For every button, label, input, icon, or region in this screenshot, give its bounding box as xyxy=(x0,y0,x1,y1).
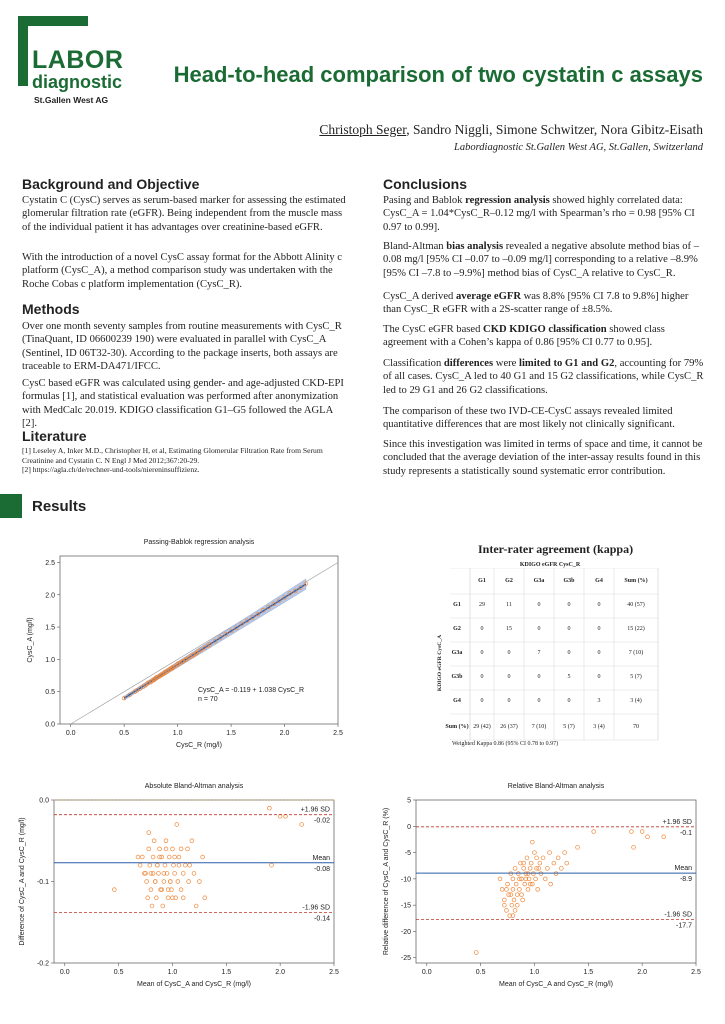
data-point xyxy=(576,845,580,849)
y-tick-label: -5 xyxy=(404,850,411,858)
kappa-cell: 3 (4) xyxy=(630,698,642,704)
data-point xyxy=(511,887,515,891)
kappa-cell: 0 xyxy=(507,698,511,704)
data-point xyxy=(164,847,168,851)
line-label: Mean xyxy=(674,865,692,873)
conclusion-5: Classification differences were limited to G1 and G2, accounting for 79% of all cases. CysC_A led to 40 G1 and 15 G2 classifications, while CysC_R led to 29 G1 and 26 G2 classifications. xyxy=(383,358,704,396)
kappa-column-label: G3a xyxy=(533,578,545,584)
data-point xyxy=(167,855,171,859)
data-point xyxy=(646,835,650,839)
kappa-column-label: G2 xyxy=(505,578,513,584)
x-tick-label: 0.5 xyxy=(475,969,486,976)
kappa-row-label: Sum (%) xyxy=(445,724,469,730)
line-value-label: -0.14 xyxy=(314,915,330,923)
data-point xyxy=(523,882,527,886)
data-point xyxy=(181,871,185,875)
chart-title: Relative Bland-Altman analysis xyxy=(507,783,605,790)
data-point xyxy=(147,831,151,835)
kappa-cell: 7 (10) xyxy=(628,650,644,656)
kappa-cell: 0 xyxy=(567,626,571,632)
data-point xyxy=(541,856,545,860)
x-tick-label: 2.5 xyxy=(691,969,701,976)
x-tick-label: 2.0 xyxy=(275,969,286,976)
kappa-cell: 0 xyxy=(537,698,541,704)
x-tick-label: 2.0 xyxy=(279,730,290,737)
data-point xyxy=(548,851,552,855)
data-point xyxy=(517,887,521,891)
data-point xyxy=(179,847,183,851)
kappa-cell: 11 xyxy=(506,602,512,608)
kappa-row-header: KDIGO eGFR CysC_A xyxy=(437,634,443,692)
data-point xyxy=(267,806,271,810)
kappa-column-label: G1 xyxy=(478,578,486,584)
data-point xyxy=(157,871,161,875)
x-tick-label: 1.0 xyxy=(167,969,178,976)
kappa-cell: 40 (57) xyxy=(627,602,645,608)
data-point xyxy=(177,855,181,859)
data-point xyxy=(534,877,538,881)
data-point xyxy=(554,872,558,876)
y-tick-label: -0.1 xyxy=(36,879,49,886)
kappa-cell: 0 xyxy=(597,650,601,656)
kappa-cell: 0 xyxy=(480,674,484,680)
data-point xyxy=(525,856,529,860)
kappa-cell: 0 xyxy=(507,674,511,680)
data-point xyxy=(173,855,177,859)
logo-text-location: St.Gallen West AG xyxy=(34,95,109,105)
kappa-cell: 29 xyxy=(479,602,485,608)
data-point xyxy=(138,863,142,867)
data-point xyxy=(166,896,170,900)
affiliation: Labordiagnostic St.Gallen West AG, St.Gallen, Switzerland xyxy=(454,142,703,153)
data-point xyxy=(563,851,567,855)
data-point xyxy=(173,871,177,875)
y-axis-label: Relative difference of CysC_A and CysC_R (%) xyxy=(383,807,390,956)
data-point xyxy=(515,893,519,897)
data-point xyxy=(629,830,633,834)
kappa-table-title: Inter-rater agreement (kappa) xyxy=(478,542,634,556)
data-point xyxy=(502,898,506,902)
data-point xyxy=(511,877,515,881)
line-value-label: -17.7 xyxy=(676,922,692,930)
kappa-cell: 5 (7) xyxy=(630,674,642,680)
data-point xyxy=(662,835,666,839)
y-axis-label: Difference of CysC_A and CysC_R (mg/l) xyxy=(19,817,26,946)
data-point xyxy=(186,847,190,851)
data-point xyxy=(522,866,526,870)
y-tick-label: -25 xyxy=(400,955,411,963)
data-point xyxy=(538,861,542,865)
data-point xyxy=(514,882,518,886)
kappa-row-label: G2 xyxy=(453,626,461,632)
data-point xyxy=(171,847,175,851)
data-point xyxy=(150,904,154,908)
data-point xyxy=(516,872,520,876)
data-point xyxy=(140,855,144,859)
data-point xyxy=(197,880,201,884)
kappa-column-label: G4 xyxy=(595,578,603,584)
conclusion-3: CysC_A derived average eGFR was 8.8% [95% CI 7.8 to 9.8%] higher than CysC_R eGFR with a 2S-scatter range of ±8.5%. xyxy=(383,291,689,316)
kappa-footnote: Weighted Kappa 0.86 (95% CI 0.78 to 0.97) xyxy=(452,741,559,747)
data-point xyxy=(512,898,516,902)
x-tick-label: 2.5 xyxy=(329,969,339,976)
y-tick-label: -15 xyxy=(400,902,411,910)
results-heading: Results xyxy=(32,498,87,515)
data-point xyxy=(506,882,510,886)
x-tick-label: 0.5 xyxy=(119,730,130,737)
data-point xyxy=(509,872,513,876)
data-point xyxy=(500,887,504,891)
x-axis-label: CysC_R (mg/l) xyxy=(176,742,222,749)
kappa-cell: 7 (10) xyxy=(531,724,547,730)
line-label: -1.96 SD xyxy=(302,904,330,912)
data-point xyxy=(543,877,547,881)
data-point xyxy=(155,863,159,867)
logo-text-diagnostic: diagnostic xyxy=(32,72,123,92)
kappa-cell: 0 xyxy=(507,650,511,656)
results-tab-marker xyxy=(0,494,22,518)
conclusion-6: The comparison of these two IVD-CE-CysC assays revealed limited quantitative differences that are most likely not clinically significant. xyxy=(383,406,675,431)
conclusion-7: Since this investigation was limited in terms of space and time, it cannot be concluded that the average deviation of the inter-assay results found in this study represents a statistically sound systematic error contribution. xyxy=(383,439,703,477)
data-point xyxy=(632,845,636,849)
x-tick-label: 2.0 xyxy=(637,969,648,976)
data-point xyxy=(158,847,162,851)
kappa-column-label: G3b xyxy=(563,578,575,584)
y-tick-label: 0 xyxy=(407,823,411,831)
passing-bablok-chart xyxy=(20,538,360,758)
y-tick-label: -20 xyxy=(400,928,411,936)
data-point xyxy=(529,861,533,865)
data-point xyxy=(559,866,563,870)
data-point xyxy=(505,887,509,891)
data-point xyxy=(154,896,158,900)
reference-1: [1] Leseley A, Inker M.D., Christopher H, et al, Estimating Glomerular Filtration Rate from Serum Creatinine and Cystatin C. N Engl J Med 2012;367:20-29. xyxy=(22,446,323,465)
data-point xyxy=(146,896,150,900)
line-value-label: -0.08 xyxy=(314,865,330,873)
kappa-cell: 26 (37) xyxy=(500,724,518,730)
line-value-label: -0.1 xyxy=(679,829,692,837)
data-point xyxy=(545,866,549,870)
line-label: +1.96 SD xyxy=(662,818,692,826)
data-point xyxy=(145,880,149,884)
data-point xyxy=(163,863,167,867)
kappa-cell: 3 (4) xyxy=(593,724,605,730)
data-point xyxy=(136,855,140,859)
sample-size: n = 70 xyxy=(198,696,218,703)
x-tick-label: 1.5 xyxy=(226,730,236,737)
y-axis-label: CysC_A (mg/l) xyxy=(27,617,34,663)
background-p2: With the introduction of a novel CysC assay format for the Abbott Alinity c platform (CysC_A), a method comparison study was undertaken with the Roche Cobas c platform implementation (CysC_R). xyxy=(22,252,342,290)
x-tick-label: 2.5 xyxy=(333,730,343,737)
first-author: Christoph Seger xyxy=(319,122,407,137)
kappa-cell: 0 xyxy=(567,698,571,704)
data-point xyxy=(270,863,274,867)
kappa-cell: 29 (42) xyxy=(473,724,491,730)
data-point xyxy=(187,880,191,884)
kappa-row-label: G4 xyxy=(453,698,461,704)
x-tick-label: 1.0 xyxy=(529,969,540,976)
conclusion-4: The CysC eGFR based CKD KDIGO classification showed class agreement with a Cohen’s kappa of 0.86 [95% CI 0.77 to 0.95]. xyxy=(383,324,665,349)
data-point xyxy=(474,951,478,955)
data-point xyxy=(640,830,644,834)
data-point xyxy=(505,909,509,913)
data-point xyxy=(521,898,525,902)
data-point xyxy=(164,839,168,843)
data-point xyxy=(536,887,540,891)
x-tick-label: 1.5 xyxy=(221,969,232,976)
data-point xyxy=(549,882,553,886)
data-point xyxy=(179,888,183,892)
kappa-row-label: G1 xyxy=(453,602,461,608)
conclusion-2: Bland-Altman bias analysis revealed a negative absolute method bias of –0.08 mg/l [95% CI –0.07 to –0.09 mg/l] corresponding to a relative –8.9% [95% CI –7.8 to –9.9%] method bias of CysC_A relative to CysC_R. xyxy=(383,241,700,279)
data-point xyxy=(531,872,535,876)
data-point xyxy=(535,856,539,860)
reference-2: [2] https://agla.ch/de/rechner-und-tools/niereninsuffizienz. xyxy=(22,465,200,474)
plot-frame xyxy=(416,800,696,963)
data-point xyxy=(152,839,156,843)
background-p1: Cystatin C (CysC) serves as serum-based marker for assessing the estimated glomerular filtration rate (eGFR). Being independent from the muscle mass of the individual patient it has advantages over creatinine-based eGFR. xyxy=(22,195,346,233)
chart-title: Passing-Bablok regression analysis xyxy=(143,539,255,546)
line-label: +1.96 SD xyxy=(300,806,330,814)
kappa-row-label: G3a xyxy=(451,650,463,656)
x-tick-label: 0.0 xyxy=(65,730,76,737)
x-tick-label: 0.0 xyxy=(421,969,432,976)
methods-heading: Methods xyxy=(22,301,80,317)
y-tick-label: -10 xyxy=(400,876,411,884)
kappa-cell: 0 xyxy=(597,602,601,608)
x-axis-label: Mean of CysC_A and CysC_R (mg/l) xyxy=(137,981,251,988)
kappa-cell: 15 (22) xyxy=(627,626,645,632)
kappa-column-label: Sum (%) xyxy=(624,578,648,584)
line-label: Mean xyxy=(312,854,330,862)
x-tick-label: 0.5 xyxy=(113,969,124,976)
y-tick-label: 0.0 xyxy=(39,797,49,805)
background-heading: Background and Objective xyxy=(22,176,200,192)
data-point xyxy=(502,903,506,907)
y-tick-label: 2.0 xyxy=(45,592,55,600)
x-tick-label: 1.5 xyxy=(583,969,594,976)
line-value-label: -8.9 xyxy=(679,876,692,884)
author-list xyxy=(319,122,703,138)
kappa-cell: 5 (7) xyxy=(563,724,575,730)
company-logo xyxy=(18,16,124,105)
co-authors: , Sandro Niggli, Simone Schwitzer, Nora Gibitz-Eisath xyxy=(406,122,703,137)
methods-p1: Over one month seventy samples from routine measurements with CysC_R (TinaQuant, ID 06600239 190) were evaluated in parallel with CysC_A (Sentinel, ID 06T32-30). According to the package inserts, both assays are traceable to ERM-DA471/IFCC. xyxy=(22,321,342,373)
conclusion-1: Pasing and Bablok regression analysis showed highly correlated data: CysC_A = 1.04*CysC_R–0.12 mg/l with Spearman’s rho = 0.98 [95% CI 0.97 to 0.99]. xyxy=(383,195,695,233)
y-tick-label: 2.5 xyxy=(45,559,55,567)
kappa-cell: 0 xyxy=(567,602,571,608)
data-point xyxy=(530,840,534,844)
data-point xyxy=(526,887,530,891)
data-point xyxy=(112,888,116,892)
kappa-cell: 0 xyxy=(480,626,484,632)
kappa-cell: 0 xyxy=(537,674,541,680)
conclusions-heading: Conclusions xyxy=(383,176,468,192)
kappa-cell: 0 xyxy=(480,650,484,656)
kappa-cell: 15 xyxy=(506,626,512,632)
data-point xyxy=(149,888,153,892)
data-point xyxy=(148,863,152,867)
kappa-row-label: G3b xyxy=(451,674,463,680)
y-tick-label: -0.2 xyxy=(36,960,49,968)
relative-bland-altman-chart xyxy=(376,778,716,1014)
kappa-cell: 5 xyxy=(567,674,571,680)
x-axis-label: Mean of CysC_A and CysC_R (mg/l) xyxy=(499,981,613,988)
data-point xyxy=(153,880,157,884)
kappa-cell: 0 xyxy=(537,626,541,632)
chart-title: Absolute Bland-Altman analysis xyxy=(144,783,244,790)
kappa-cell: 0 xyxy=(597,626,601,632)
y-tick-label: 1.0 xyxy=(45,656,55,664)
data-point xyxy=(190,839,194,843)
kappa-cell: 70 xyxy=(633,724,639,730)
absolute-bland-altman-chart xyxy=(14,778,354,1014)
data-point xyxy=(147,847,151,851)
regression-line xyxy=(124,584,306,698)
data-point xyxy=(172,863,176,867)
literature-heading: Literature xyxy=(22,428,87,444)
data-point xyxy=(552,861,556,865)
data-point xyxy=(168,880,172,884)
data-point xyxy=(188,863,192,867)
data-point xyxy=(539,872,543,876)
kappa-cell: 0 xyxy=(537,602,541,608)
line-label: -1.96 SD xyxy=(664,911,692,919)
kappa-cell: 0 xyxy=(567,650,571,656)
data-point xyxy=(183,863,187,867)
kappa-cell: 7 xyxy=(537,650,541,656)
poster-title: Head-to-head comparison of two cystatin c assays xyxy=(173,62,703,87)
data-point xyxy=(592,830,596,834)
data-point xyxy=(201,855,205,859)
y-tick-label: 5 xyxy=(407,797,411,805)
data-point xyxy=(194,904,198,908)
data-point xyxy=(533,851,537,855)
x-tick-label: 0.0 xyxy=(59,969,70,976)
data-point xyxy=(528,866,532,870)
data-point xyxy=(510,903,514,907)
kappa-cell: 0 xyxy=(597,674,601,680)
plot-frame xyxy=(54,800,334,963)
data-point xyxy=(515,903,519,907)
data-point xyxy=(513,866,517,870)
data-point xyxy=(151,855,155,859)
data-point xyxy=(203,896,207,900)
data-point xyxy=(556,856,560,860)
y-tick-label: 1.5 xyxy=(45,624,55,632)
data-point xyxy=(175,823,179,827)
y-tick-label: 0.0 xyxy=(45,721,55,729)
data-point xyxy=(176,880,180,884)
kappa-table-grid xyxy=(450,568,710,744)
line-value-label: -0.02 xyxy=(314,817,330,825)
data-point xyxy=(498,877,502,881)
data-point xyxy=(162,880,166,884)
data-point xyxy=(513,909,517,913)
x-tick-label: 1.0 xyxy=(172,730,183,737)
data-point xyxy=(181,896,185,900)
kappa-cell: 3 xyxy=(597,698,601,704)
data-point xyxy=(192,871,196,875)
data-point xyxy=(565,861,569,865)
data-point xyxy=(300,823,304,827)
data-point xyxy=(177,863,181,867)
kappa-cell: 0 xyxy=(480,698,484,704)
data-point xyxy=(161,904,165,908)
data-point xyxy=(520,893,524,897)
regression-equation: CysC_A = -0.119 + 1.038 CysC_R xyxy=(198,687,305,694)
kappa-col-header: KDIGO eGFR CysC_R xyxy=(519,562,581,568)
y-tick-label: 0.5 xyxy=(45,689,55,697)
logo-text-labor: LABOR xyxy=(32,46,124,74)
methods-p2: CysC based eGFR was calculated using gender- and age-adjusted CKD-EPI formulas [1], and statistical evaluation was performed after anonymization with MedCalc 20.019. KDIGO classification G1–G5 followed the AGLA [2]. xyxy=(22,378,344,430)
